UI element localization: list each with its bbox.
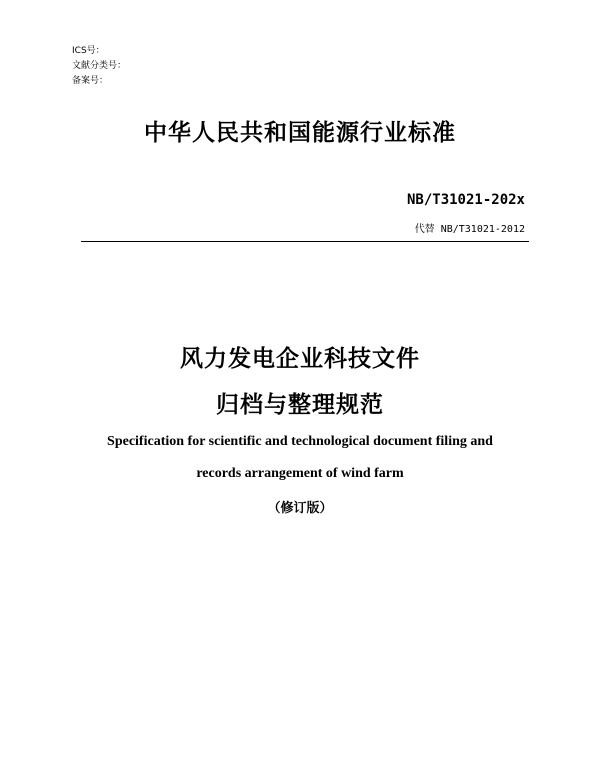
title-en-line-2: records arrangement of wind farm [196, 466, 404, 481]
replaces-note: 代替 NB/T31021-2012 [414, 224, 525, 235]
header-divider [81, 241, 529, 242]
record-label: 备案号： [72, 76, 109, 86]
title-en-line-1: Specification for scientific and technological document filing and [107, 434, 493, 449]
title-cn-line-1: 风力发电企业科技文件 [180, 346, 420, 372]
revision-note: （修订版） [267, 501, 333, 516]
title-cn-line-2: 归档与整理规范 [216, 392, 384, 418]
doc-class-label: 文献分类号： [72, 61, 127, 71]
metadata-block [72, 44, 126, 89]
issuer-title: 中华人民共和国能源行业标准 [144, 120, 456, 146]
standard-number: NB/T31021-202x [406, 192, 525, 208]
ics-label: ICS号： [72, 46, 105, 56]
